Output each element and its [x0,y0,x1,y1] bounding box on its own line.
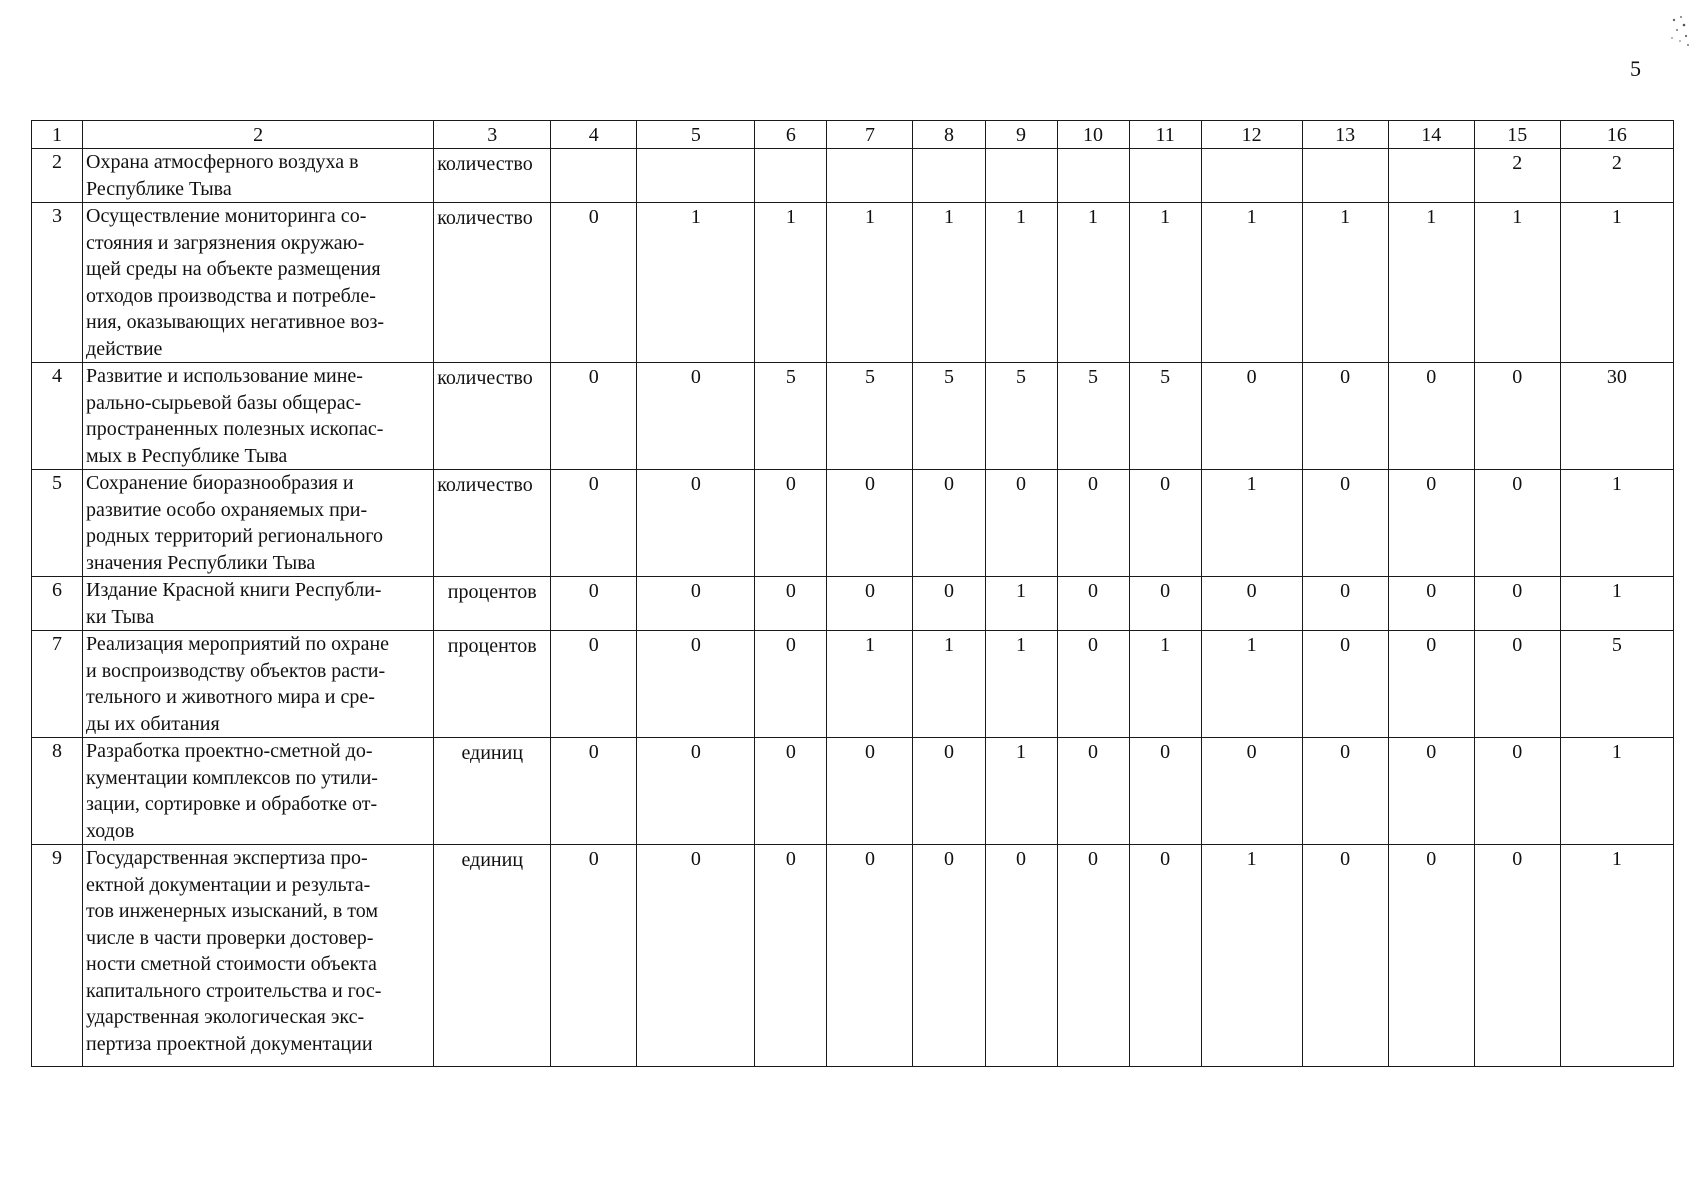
value-col-16: 30 [1560,363,1673,470]
value-col-5 [637,149,755,203]
column-header-8: 8 [913,121,985,149]
unit-of-measure: количество [434,363,551,470]
table-row [32,631,1674,738]
value-col-5: 0 [637,577,755,631]
value-col-7 [827,149,913,203]
indicator-name-line: отходов производства и потребле- [86,284,376,307]
value-col-16: 5 [1560,631,1673,738]
value-col-14: 0 [1388,363,1474,470]
value-col-16: 1 [1560,845,1673,1067]
value-col-10: 5 [1057,363,1129,470]
column-header-13: 13 [1302,121,1388,149]
value-col-6: 5 [755,363,827,470]
value-col-7: 0 [827,738,913,845]
table-row [32,203,1674,363]
indicator-name-line: ектной документации и результа- [86,873,371,896]
indicator-name-line: пертиза проектной документации [86,1032,373,1055]
value-col-7: 0 [827,577,913,631]
value-col-14: 0 [1388,738,1474,845]
value-col-5: 0 [637,631,755,738]
indicator-name-line: ды их обитания [86,712,220,735]
value-col-8: 0 [913,470,985,577]
table-row [32,577,1674,631]
indicator-name-line: действие [86,337,163,360]
value-col-7: 1 [827,203,913,363]
value-col-8: 1 [913,203,985,363]
row-number: 6 [32,577,83,631]
value-col-4: 0 [551,470,637,577]
value-col-11: 0 [1129,577,1201,631]
value-col-14: 0 [1388,577,1474,631]
unit-of-measure: количество [434,149,551,203]
value-col-14 [1388,149,1474,203]
value-col-10: 0 [1057,577,1129,631]
indicator-name-line: капитального строительства и гос- [86,979,382,1002]
value-col-13: 0 [1302,363,1388,470]
column-header-4: 4 [551,121,637,149]
indicator-name-line: пространенных полезных ископас- [86,418,384,440]
value-col-12: 0 [1201,363,1302,470]
table-row [32,149,1674,203]
indicator-name [83,631,434,738]
indicator-name-line: Сохранение биоразнообразия и [86,472,354,494]
indicator-name-line: Охрана атмосферного воздуха в [86,151,359,173]
value-col-9: 1 [985,577,1057,631]
value-col-9: 0 [985,470,1057,577]
table-row [32,470,1674,577]
value-col-4: 0 [551,577,637,631]
row-number: 8 [32,738,83,845]
value-col-9: 1 [985,203,1057,363]
value-col-10: 0 [1057,470,1129,577]
column-header-12: 12 [1201,121,1302,149]
indicator-name-line: ударственная экологическая экс- [86,1006,365,1028]
table-row [32,363,1674,470]
value-col-14: 0 [1388,470,1474,577]
column-header-16: 16 [1560,121,1673,149]
value-col-13: 0 [1302,631,1388,738]
indicator-name-line: Издание Красной книги Республи- [86,579,382,601]
value-col-16: 1 [1560,203,1673,363]
indicator-name [83,470,434,577]
value-col-12: 1 [1201,203,1302,363]
value-col-5: 0 [637,363,755,470]
value-col-4: 0 [551,363,637,470]
column-header-10: 10 [1057,121,1129,149]
value-col-4: 0 [551,203,637,363]
column-header-11: 11 [1129,121,1201,149]
value-col-11: 5 [1129,363,1201,470]
value-col-16: 1 [1560,577,1673,631]
value-col-16: 1 [1560,738,1673,845]
value-col-8 [913,149,985,203]
indicator-name [83,845,434,1067]
row-number: 5 [32,470,83,577]
row-number: 2 [32,149,83,203]
value-col-4: 0 [551,845,637,1067]
indicator-name-line: числе в части проверки достовер- [86,926,374,949]
value-col-10: 0 [1057,845,1129,1067]
value-col-11: 1 [1129,203,1201,363]
value-col-12: 0 [1201,738,1302,845]
value-col-5: 1 [637,203,755,363]
value-col-10: 0 [1057,738,1129,845]
value-col-6: 1 [755,203,827,363]
value-col-8: 0 [913,738,985,845]
value-col-15: 0 [1474,577,1560,631]
indicator-name-line: тельного и животного мира и сре- [86,686,375,708]
value-col-7: 5 [827,363,913,470]
indicator-name-line: щей среды на объекте размещения [86,258,381,280]
table-row [32,738,1674,845]
value-col-8: 0 [913,577,985,631]
value-col-4: 0 [551,738,637,845]
value-col-13 [1302,149,1388,203]
value-col-13: 1 [1302,203,1388,363]
indicator-name-line: Разработка проектно-сметной до- [86,740,373,762]
value-col-6 [755,149,827,203]
indicator-name-line: ходов [86,819,135,842]
row-number: 3 [32,203,83,363]
indicator-name-line: кументации комплексов по утили- [86,766,378,789]
table-row [32,845,1674,1067]
indicator-name-line: Реализация мероприятий по охране [86,633,390,655]
value-col-13: 0 [1302,845,1388,1067]
value-col-14: 1 [1388,203,1474,363]
row-number: 4 [32,363,83,470]
value-col-11 [1129,149,1201,203]
indicator-name-line: ния, оказывающих негативное воз- [86,311,385,333]
column-header-5: 5 [637,121,755,149]
value-col-5: 0 [637,470,755,577]
value-col-15: 0 [1474,738,1560,845]
value-col-15: 0 [1474,845,1560,1067]
value-col-11: 0 [1129,738,1201,845]
value-col-12: 0 [1201,577,1302,631]
value-col-15: 0 [1474,363,1560,470]
column-header-3: 3 [434,121,551,149]
indicator-name-line: стояния и загрязнения окружаю- [86,231,365,254]
value-col-12: 1 [1201,631,1302,738]
table-body [32,121,1674,1067]
value-col-13: 0 [1302,470,1388,577]
indicator-name-line: Государственная экспертиза про- [86,847,368,869]
column-header-6: 6 [755,121,827,149]
value-col-9: 5 [985,363,1057,470]
value-col-9: 0 [985,845,1057,1067]
indicator-name [83,149,434,203]
value-col-6: 0 [755,577,827,631]
column-header-15: 15 [1474,121,1560,149]
value-col-14: 0 [1388,845,1474,1067]
value-col-15: 1 [1474,203,1560,363]
value-col-8: 1 [913,631,985,738]
value-col-11: 0 [1129,845,1201,1067]
value-col-10: 0 [1057,631,1129,738]
value-col-11: 1 [1129,631,1201,738]
value-col-12: 1 [1201,845,1302,1067]
unit-of-measure: количество [434,203,551,363]
value-col-12: 1 [1201,470,1302,577]
value-col-15: 2 [1474,149,1560,203]
unit-of-measure: процентов [434,577,551,631]
value-col-8: 0 [913,845,985,1067]
indicator-name-line: Осуществление мониторинга со- [86,205,367,227]
value-col-14: 0 [1388,631,1474,738]
indicator-name-line: родных территорий регионального [86,525,384,547]
value-col-11: 0 [1129,470,1201,577]
unit-of-measure: процентов [434,631,551,738]
indicator-name-line: Республике Тыва [86,177,232,200]
indicator-name [83,363,434,470]
column-number-row [32,121,1674,149]
value-col-7: 0 [827,470,913,577]
value-col-9: 1 [985,631,1057,738]
value-col-6: 0 [755,631,827,738]
indicator-name-line: зации, сортировке и обработке от- [86,793,378,815]
value-col-16: 1 [1560,470,1673,577]
indicator-name-line: и воспроизводству объектов расти- [86,659,386,682]
indicator-name-line: тов инженерных изысканий, в том [86,900,379,922]
unit-of-measure: единиц [434,738,551,845]
value-col-4 [551,149,637,203]
value-col-7: 1 [827,631,913,738]
value-col-5: 0 [637,845,755,1067]
indicator-name-line: Развитие и использование мине- [86,365,363,387]
indicator-name-line: значения Республики Тыва [86,551,316,574]
indicator-name-line: ности сметной стоимости объекта [86,953,377,975]
value-col-5: 0 [637,738,755,845]
column-header-2: 2 [83,121,434,149]
indicator-name-line: мых в Республике Тыва [86,444,288,467]
indicator-name [83,738,434,845]
page-number: 5 [1630,56,1641,81]
unit-of-measure: единиц [434,845,551,1067]
scan-artifact-mark [1668,14,1690,48]
value-col-8: 5 [913,363,985,470]
indicator-name-line: рально-сырьевой базы общерас- [86,391,362,414]
value-col-7: 0 [827,845,913,1067]
indicator-table [31,120,1674,1067]
value-col-4: 0 [551,631,637,738]
value-col-9: 1 [985,738,1057,845]
row-number: 9 [32,845,83,1067]
indicator-name-line: ки Тыва [86,605,155,628]
column-header-7: 7 [827,121,913,149]
value-col-12 [1201,149,1302,203]
column-header-1: 1 [32,121,83,149]
row-number: 7 [32,631,83,738]
value-col-15: 0 [1474,470,1560,577]
value-col-15: 0 [1474,631,1560,738]
column-header-9: 9 [985,121,1057,149]
indicator-name-line: развитие особо охраняемых при- [86,498,368,521]
indicator-name [83,577,434,631]
value-col-10: 1 [1057,203,1129,363]
value-col-6: 0 [755,738,827,845]
value-col-9 [985,149,1057,203]
indicator-name [83,203,434,363]
value-col-13: 0 [1302,738,1388,845]
value-col-13: 0 [1302,577,1388,631]
value-col-6: 0 [755,845,827,1067]
value-col-6: 0 [755,470,827,577]
value-col-10 [1057,149,1129,203]
value-col-16: 2 [1560,149,1673,203]
column-header-14: 14 [1388,121,1474,149]
unit-of-measure: количество [434,470,551,577]
